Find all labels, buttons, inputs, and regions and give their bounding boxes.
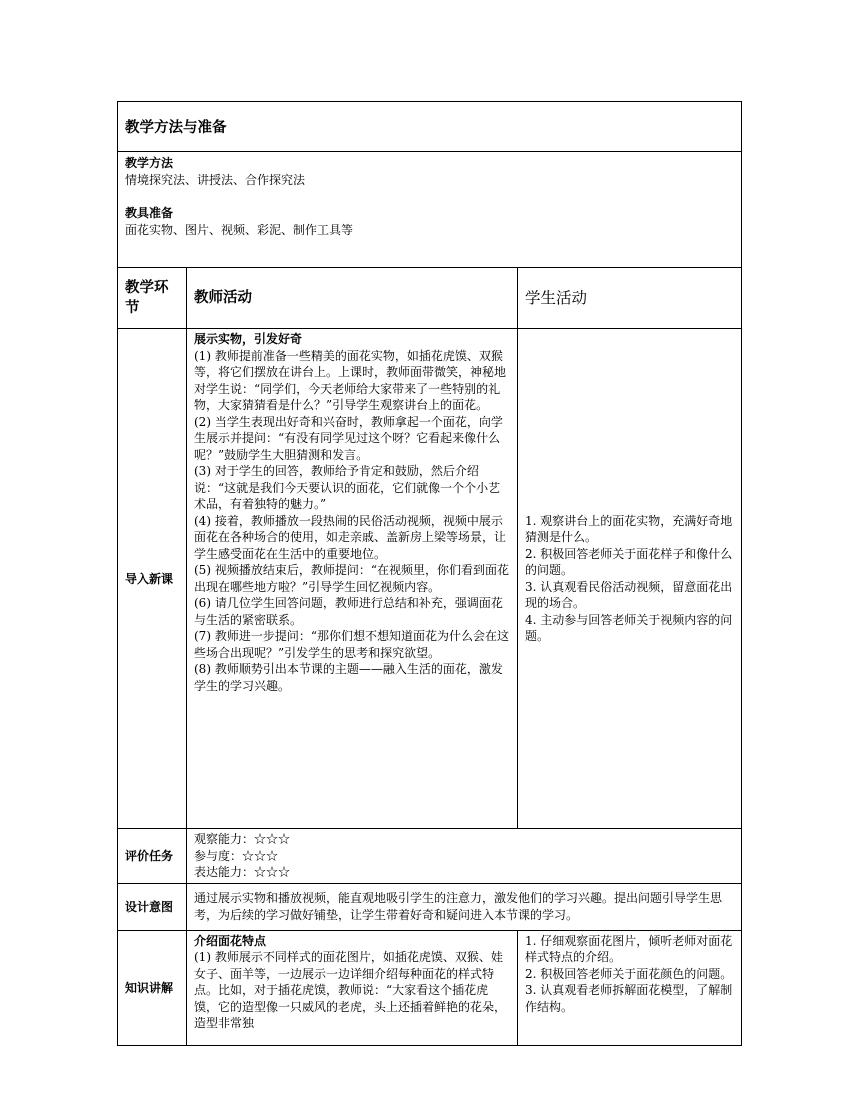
prep-text: 面花实物、图片、视频、彩泥、制作工具等	[125, 222, 354, 237]
intro-stage: 导入新课	[118, 329, 187, 829]
intro-teacher-item-5: (5) 视频播放结束后，教师提问：“在视频里，你们看到面花出现在哪些地方啦？”引导学生回忆视频内容。	[194, 563, 509, 594]
header-student: 学生活动	[525, 289, 588, 307]
intro-teacher-item-1: (1) 教师提前准备一些精美的面花实物，如插花虎馍、双猴等，将它们摆放在讲台上。上课时，教师面带微笑，神秘地对学生说：“同学们，今天老师给大家带来了一些特别的礼物，大家猜猜看是什么？”引导学生观察讲台上的面花。	[194, 348, 507, 412]
section-title-row	[118, 102, 742, 152]
header-stage: 教学环节	[125, 280, 169, 316]
header-teacher: 教师活动	[194, 290, 252, 306]
knowledge-heading: 介绍面花特点	[194, 933, 267, 948]
design-stage: 设计意图	[118, 883, 187, 930]
knowledge-row	[118, 930, 742, 1045]
knowledge-student-item-3: 3. 认真观看老师拆解面花模型，了解制作结构。	[525, 983, 733, 1014]
intro-teacher-item-3: (3) 对于学生的回答，教师给予肯定和鼓励，然后介绍说：“这就是我们今天要认识的面花，它们就像一个个小艺术品，有着独特的魅力。”	[194, 464, 501, 511]
intro-student-item-1: 1. 观察讲台上的面花实物，充满好奇地猜测是什么。	[525, 513, 733, 544]
knowledge-teacher-item-1: (1) 教师展示不同样式的面花图片，如插花虎馍、双猴、娃女子、面羊等，一边展示一边详细介绍每种面花的样式特点。比如，对于插花虎馍，教师说：“大家看这个插花虎馍，它的造型像一只威风的老虎，头上还插着鲜艳的花朵，造型非常独	[194, 950, 507, 1030]
design-text: 通过展示实物和播放视频，能直观地吸引学生的注意力，激发他们的学习兴趣。提出问题引导学生思考，为后续的学习做好铺垫，让学生带着好奇和疑问进入本节课的学习。	[187, 883, 742, 930]
evaluation-item-3: 表达能力：☆☆☆	[194, 865, 291, 879]
method-heading: 教学方法	[125, 156, 174, 170]
evaluation-item-2: 参与度：☆☆☆	[194, 848, 279, 863]
knowledge-student-item-1: 1. 仔细观察面花图片，倾听老师对面花样式特点的介绍。	[525, 933, 733, 964]
evaluation-row	[118, 829, 742, 884]
section-title: 教学方法与准备	[125, 120, 227, 136]
intro-student-item-2: 2. 积极回答老师关于面花样子和像什么的问题。	[525, 546, 733, 577]
intro-teacher-item-8: (8) 教师顺势引出本节课的主题——融入生活的面花，激发学生的学习兴趣。	[194, 662, 503, 693]
lesson-plan-page	[117, 101, 741, 1046]
intro-student-item-4: 4. 主动参与回答老师关于视频内容的问题。	[525, 612, 733, 643]
intro-heading: 展示实物，引发好奇	[194, 332, 303, 346]
intro-teacher-item-7: (7) 教师进一步提问：“那你们想不想知道面花为什么会在这些场合出现呢？”引发学生的思考和探究欲望。	[194, 629, 509, 660]
evaluation-stage: 评价任务	[118, 829, 187, 884]
intro-student-item-3: 3. 认真观看民俗活动视频，留意面花出现的场合。	[525, 579, 733, 610]
design-row	[118, 883, 742, 930]
methods-row	[118, 152, 742, 268]
lesson-plan-table	[117, 101, 742, 1046]
intro-teacher-item-2: (2) 当学生表现出好奇和兴奋时，教师拿起一个面花，向学生展示并提问：“有没有同学见过这个呀？它看起来像什么呢？”鼓励学生大胆猜测和发言。	[194, 414, 503, 462]
method-text: 情境探究法、讲授法、合作探究法	[125, 172, 306, 187]
intro-teacher-item-6: (6) 请几位学生回答问题，教师进行总结和补充，强调面花与生活的紧密联系。	[194, 596, 503, 627]
knowledge-stage: 知识讲解	[118, 930, 187, 1045]
evaluation-item-1: 观察能力：☆☆☆	[194, 832, 291, 846]
prep-heading: 教具准备	[125, 206, 174, 220]
table-header-row	[118, 268, 742, 329]
intro-teacher-item-4: (4) 接着，教师播放一段热闹的民俗活动视频，视频中展示面花在各种场合的使用，如走亲戚、盖新房上梁等场景，让学生感受面花在生活中的重要地位。	[194, 513, 507, 561]
knowledge-student-item-2: 2. 积极回答老师关于面花颜色的问题。	[525, 966, 733, 981]
intro-row	[118, 329, 742, 829]
